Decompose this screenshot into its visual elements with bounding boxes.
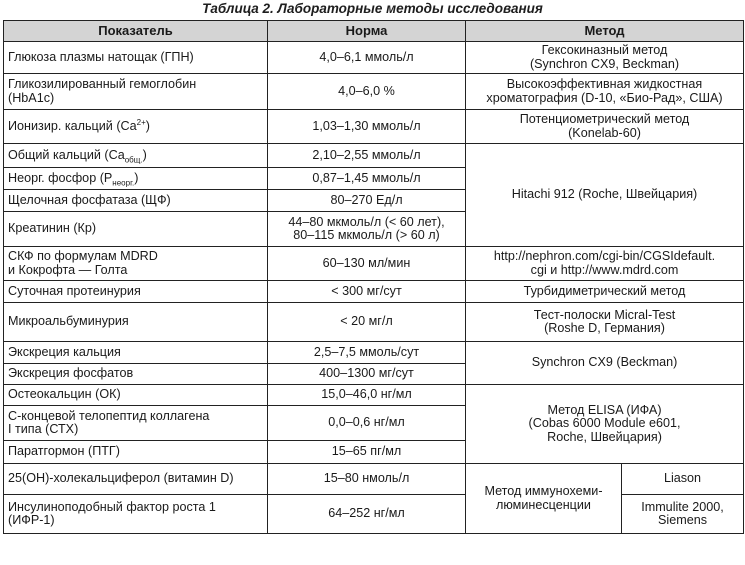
lab-methods-table bbox=[3, 20, 744, 534]
indicator-cell: Креатинин (Кр) bbox=[4, 212, 268, 247]
method-subcell: Liason bbox=[622, 464, 744, 495]
norm-cell: 44–80 мкмоль/л (< 60 лет), 80–115 мкмоль/л (> 60 л) bbox=[268, 212, 466, 247]
norm-cell: 80–270 Ед/л bbox=[268, 190, 466, 212]
indicator-cell: Экскреция кальция bbox=[4, 342, 268, 364]
norm-cell: 2,10–2,55 ммоль/л bbox=[268, 144, 466, 168]
indicator-cell: Ионизир. кальций $(Ca^{2+})$ bbox=[4, 110, 268, 144]
indicator-cell: Паратгормон (ПТГ) bbox=[4, 441, 268, 464]
method-subcell: Immulite 2000, Siemens bbox=[622, 495, 744, 534]
norm-cell: 0,0–0,6 нг/мл bbox=[268, 406, 466, 441]
indicator-cell: Суточная протеинурия bbox=[4, 281, 268, 303]
header-norm: Норма bbox=[268, 21, 466, 42]
method-cell-hitachi: Hitachi 912 (Roche, Швейцария) bbox=[466, 144, 744, 247]
table-row bbox=[4, 74, 744, 110]
norm-cell: 400–1300 мг/сут bbox=[268, 364, 466, 385]
table-header-row bbox=[4, 21, 744, 42]
table-row bbox=[4, 144, 744, 168]
norm-cell: < 20 мг/л bbox=[268, 303, 466, 342]
table-row bbox=[4, 495, 744, 534]
norm-cell: 4,0–6,1 ммоль/л bbox=[268, 42, 466, 74]
method-cell-synchron: Synchron CX9 (Beckman) bbox=[466, 342, 744, 385]
norm-cell: 0,87–1,45 ммоль/л bbox=[268, 168, 466, 190]
table-row bbox=[4, 281, 744, 303]
indicator-cell: Экскреция фосфатов bbox=[4, 364, 268, 385]
header-indicator: Показатель bbox=[4, 21, 268, 42]
method-cell: Турбидиметрический метод bbox=[466, 281, 744, 303]
norm-cell: 1,03–1,30 ммоль/л bbox=[268, 110, 466, 144]
method-cell: Высокоэффективная жидкостная хроматография (D-10, «Био-Рад», США) bbox=[466, 74, 744, 110]
method-cell: Тест-полоски Micral-Test (Roshe D, Германия) bbox=[466, 303, 744, 342]
method-cell-immuno: Метод иммунохеми- люминесценции bbox=[466, 464, 622, 534]
header-method: Метод bbox=[466, 21, 744, 42]
norm-cell: 60–130 мл/мин bbox=[268, 247, 466, 281]
table-row bbox=[4, 303, 744, 342]
indicator-cell: СКФ по формулам MDRD и Кокрофта — Голта bbox=[4, 247, 268, 281]
indicator-cell: Щелочная фосфатаза (ЩФ) bbox=[4, 190, 268, 212]
table-caption: Таблица 2. Лабораторные методы исследования bbox=[202, 1, 543, 16]
indicator-cell: Остеокальцин (ОК) bbox=[4, 385, 268, 406]
norm-cell: 15,0–46,0 нг/мл bbox=[268, 385, 466, 406]
indicator-cell: Глюкоза плазмы натощак (ГПН) bbox=[4, 42, 268, 74]
indicator-cell: Неорг. фосфор $(P_{неорг.})$ bbox=[4, 168, 268, 190]
indicator-cell: С-концевой телопептид коллагена I типа (СТХ) bbox=[4, 406, 268, 441]
norm-cell: 2,5–7,5 ммоль/сут bbox=[268, 342, 466, 364]
indicator-cell: 25(OH)-холекальциферол (витамин D) bbox=[4, 464, 268, 495]
table-row bbox=[4, 342, 744, 364]
norm-cell: 4,0–6,0 % bbox=[268, 74, 466, 110]
table-row bbox=[4, 110, 744, 144]
indicator-cell: Микроальбуминурия bbox=[4, 303, 268, 342]
indicator-cell: Инсулиноподобный фактор роста 1 (ИФР-1) bbox=[4, 495, 268, 534]
indicator-cell: Гликозилированный гемоглобин (HbA1c) bbox=[4, 74, 268, 110]
indicator-cell: Общий кальций $(Ca_{общ.})$ bbox=[4, 144, 268, 168]
norm-cell: 15–80 нмоль/л bbox=[268, 464, 466, 495]
table-row bbox=[4, 464, 744, 495]
norm-cell: < 300 мг/сут bbox=[268, 281, 466, 303]
norm-cell: 15–65 пг/мл bbox=[268, 441, 466, 464]
table-row bbox=[4, 385, 744, 406]
table-row bbox=[4, 42, 744, 74]
table-row bbox=[4, 247, 744, 281]
method-cell-elisa: Метод ELISA (ИФА) (Cobas 6000 Module e601, Roche, Швейцария) bbox=[466, 385, 744, 464]
method-cell: Гексокиназный метод (Synchron CX9, Beckman) bbox=[466, 42, 744, 74]
norm-cell: 64–252 нг/мл bbox=[268, 495, 466, 534]
method-cell: http://nephron.com/cgi-bin/CGSIdefault. cgi и http://www.mdrd.com bbox=[466, 247, 744, 281]
method-cell: Потенциометрический метод (Konelab-60) bbox=[466, 110, 744, 144]
